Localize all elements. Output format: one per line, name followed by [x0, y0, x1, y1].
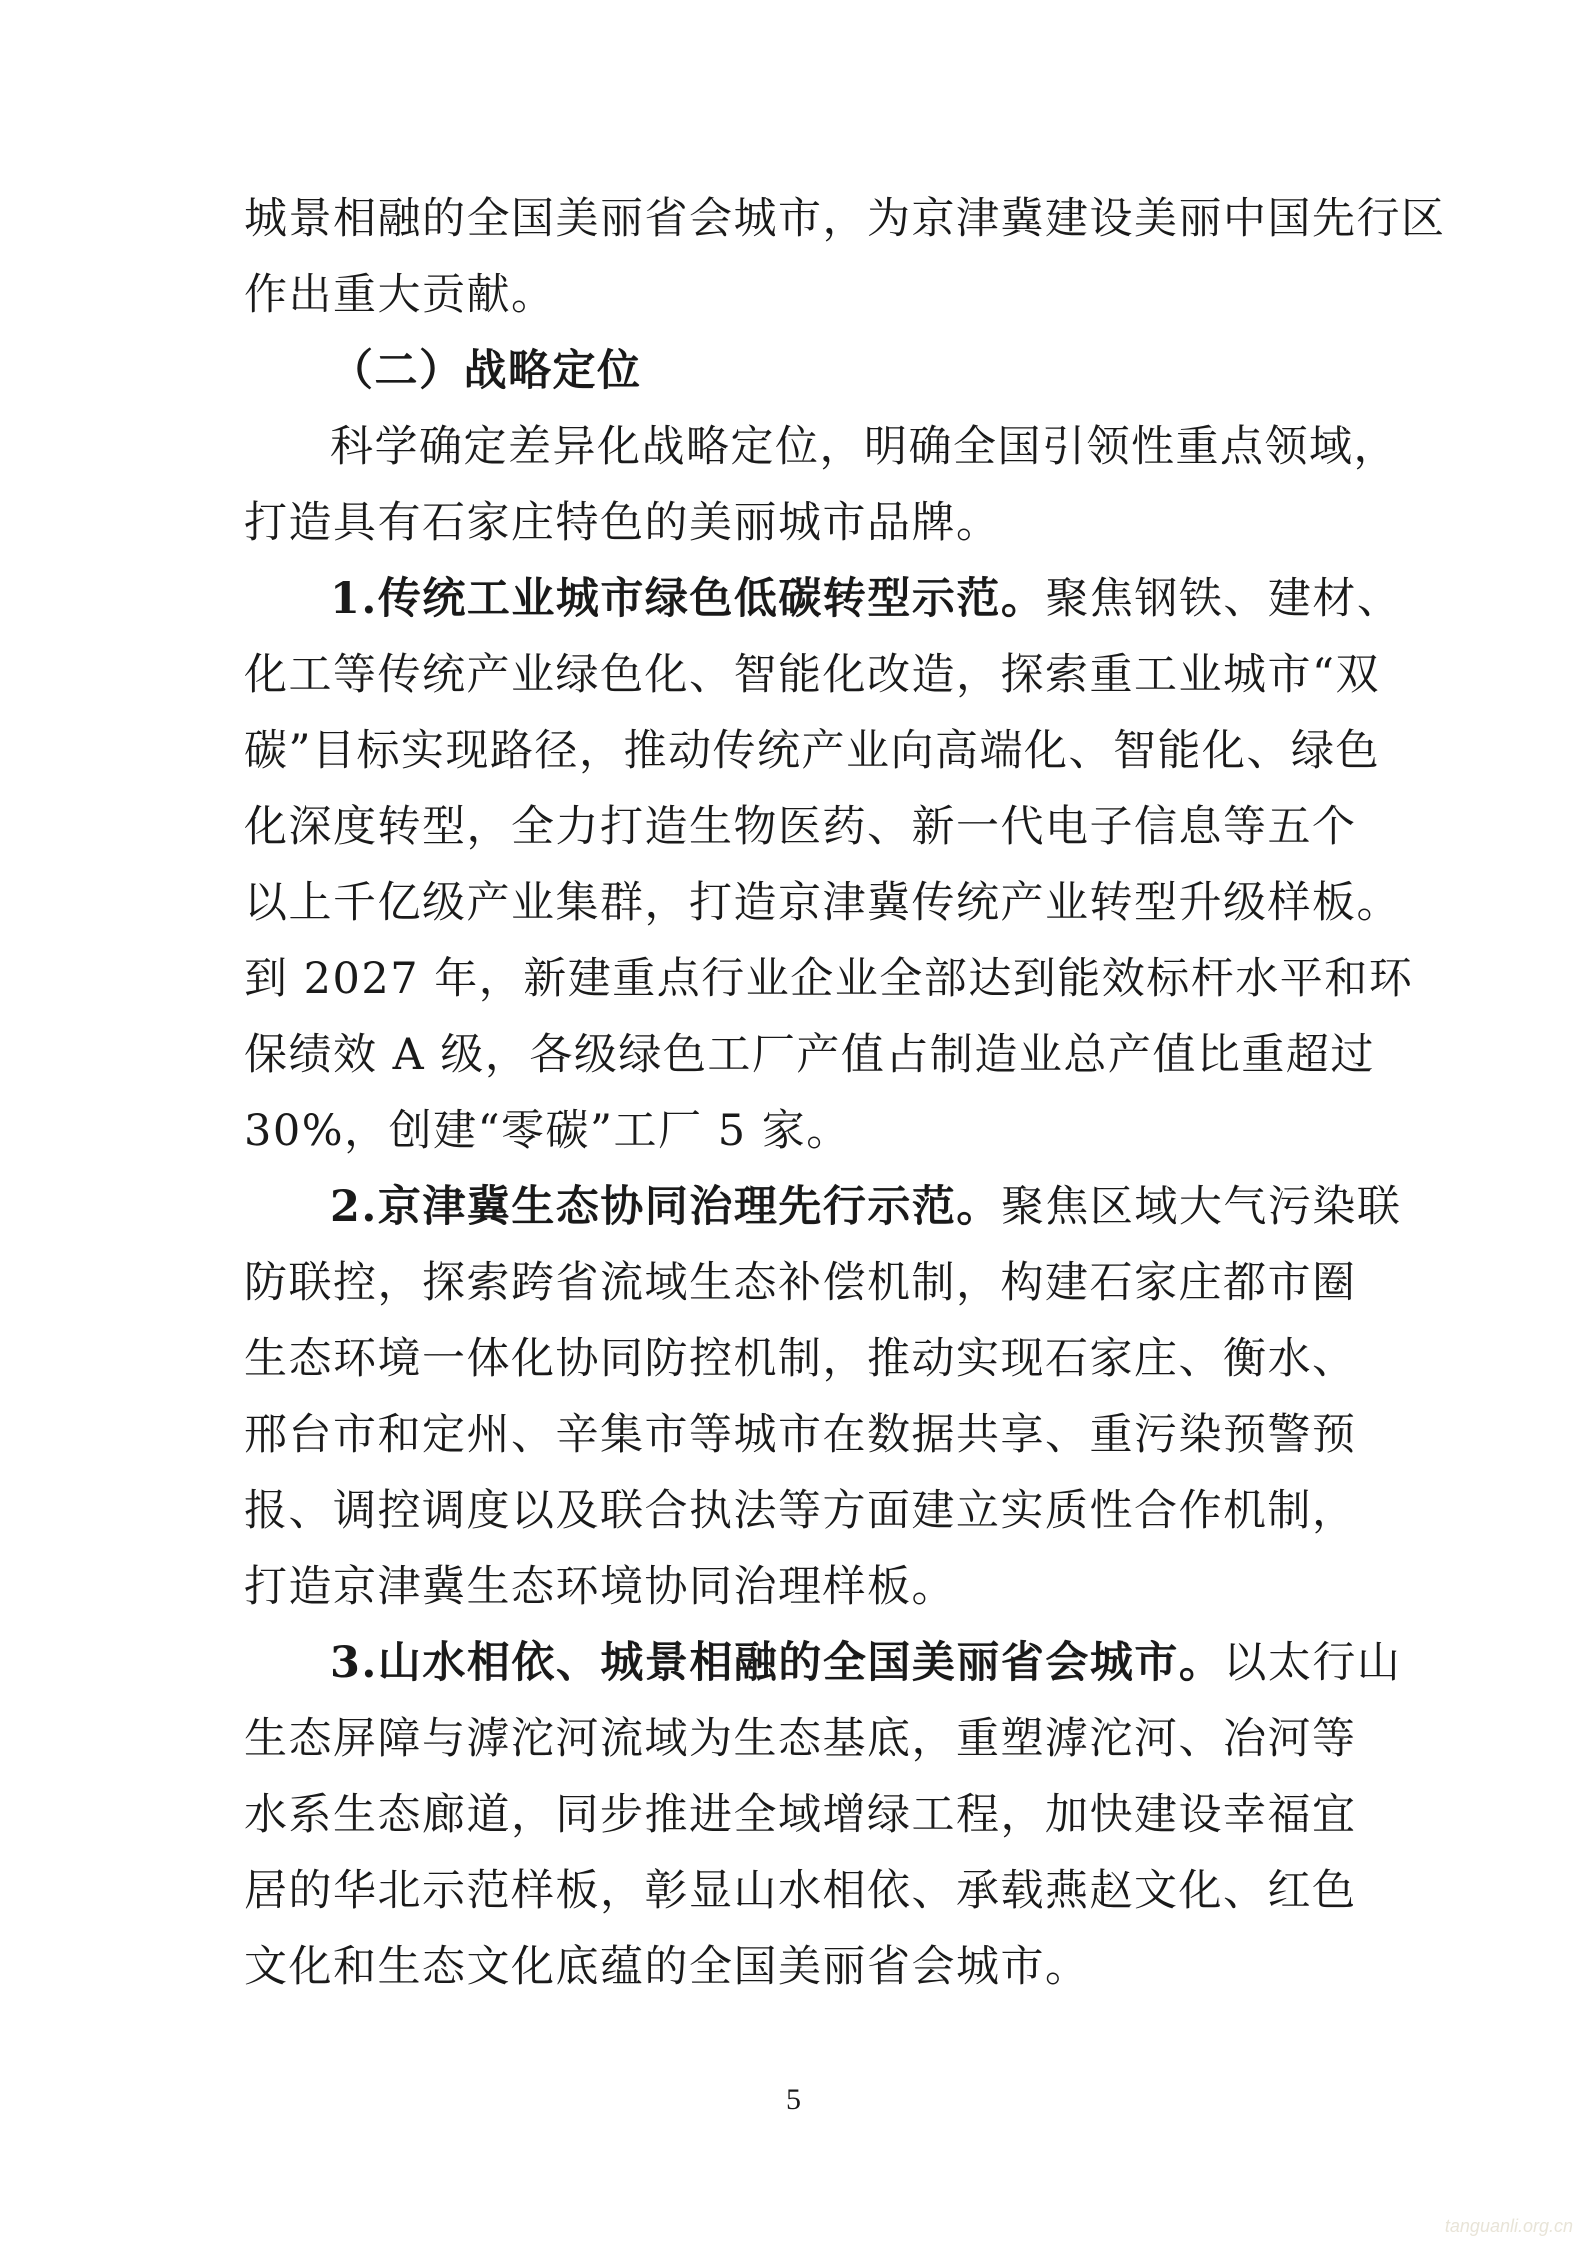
item-3-line: [244, 1634, 1402, 1710]
item-1-line: [244, 570, 1402, 646]
paragraph-start: 科学确定差异化战略定位，明确全国引领性重点领域，: [330, 422, 1398, 472]
text-line: 城景相融的全国美丽省会城市，为京津冀建设美丽中国先行区: [244, 194, 1446, 244]
text-line: 居的华北示范样板，彰显山水相依、承载燕赵文化、红色: [244, 1866, 1357, 1916]
item-3-title: 3.山水相依、城景相融的全国美丽省会城市。: [330, 1638, 1224, 1688]
text-line: 打造京津冀生态环境协同治理样板。: [244, 1562, 956, 1612]
text-line: 邢台市和定州、辛集市等城市在数据共享、重污染预警预: [244, 1410, 1357, 1460]
text-line: 生态屏障与滹沱河流域为生态基底，重塑滹沱河、冶河等: [244, 1714, 1357, 1764]
text-line: 碳”目标实现路径，推动传统产业向高端化、智能化、绿色: [244, 726, 1380, 776]
item-2-title: 2.京津冀生态协同治理先行示范。: [330, 1182, 1001, 1232]
text-line: 以上千亿级产业集群，打造京津冀传统产业转型升级样板。: [244, 878, 1401, 928]
text-line: 到 2027 年，新建重点行业企业全部达到能效标杆水平和环: [244, 954, 1414, 1004]
text-line: 作出重大贡献。: [244, 270, 556, 320]
text-line: 生态环境一体化协同防控机制，推动实现石家庄、衡水、: [244, 1334, 1357, 1384]
text-line: 文化和生态文化底蕴的全国美丽省会城市。: [244, 1942, 1090, 1992]
text-line: 防联控，探索跨省流域生态补偿机制，构建石家庄都市圈: [244, 1258, 1357, 1308]
section-heading: （二）战略定位: [330, 346, 642, 396]
text-line: 保绩效 A 级，各级绿色工厂产值占制造业总产值比重超过: [244, 1030, 1375, 1080]
text-line: 化深度转型，全力打造生物医药、新一代电子信息等五个: [244, 802, 1357, 852]
item-1-text: 聚焦钢铁、建材、: [1045, 574, 1402, 624]
watermark: tanguanli.org.cn: [1444, 2216, 1573, 2236]
text-line: 打造具有石家庄特色的美丽城市品牌。: [244, 498, 1001, 548]
item-1-title: 1.传统工业城市绿色低碳转型示范。: [330, 574, 1046, 624]
text-line: 化工等传统产业绿色化、智能化改造，探索重工业城市“双: [244, 650, 1380, 700]
text-line: 水系生态廊道，同步推进全域增绿工程，加快建设幸福宜: [244, 1790, 1357, 1840]
text-line: 报、调控调度以及联合执法等方面建立实质性合作机制，: [244, 1486, 1357, 1536]
item-2-line: [244, 1178, 1402, 1254]
item-2-text: 聚焦区域大气污染联: [1000, 1182, 1402, 1232]
text-line: 30%，创建“零碳”工厂 5 家。: [244, 1106, 851, 1156]
page-number: 5: [786, 2083, 801, 2116]
document-page: [244, 190, 1446, 2014]
item-3-text: 以太行山: [1223, 1638, 1402, 1688]
